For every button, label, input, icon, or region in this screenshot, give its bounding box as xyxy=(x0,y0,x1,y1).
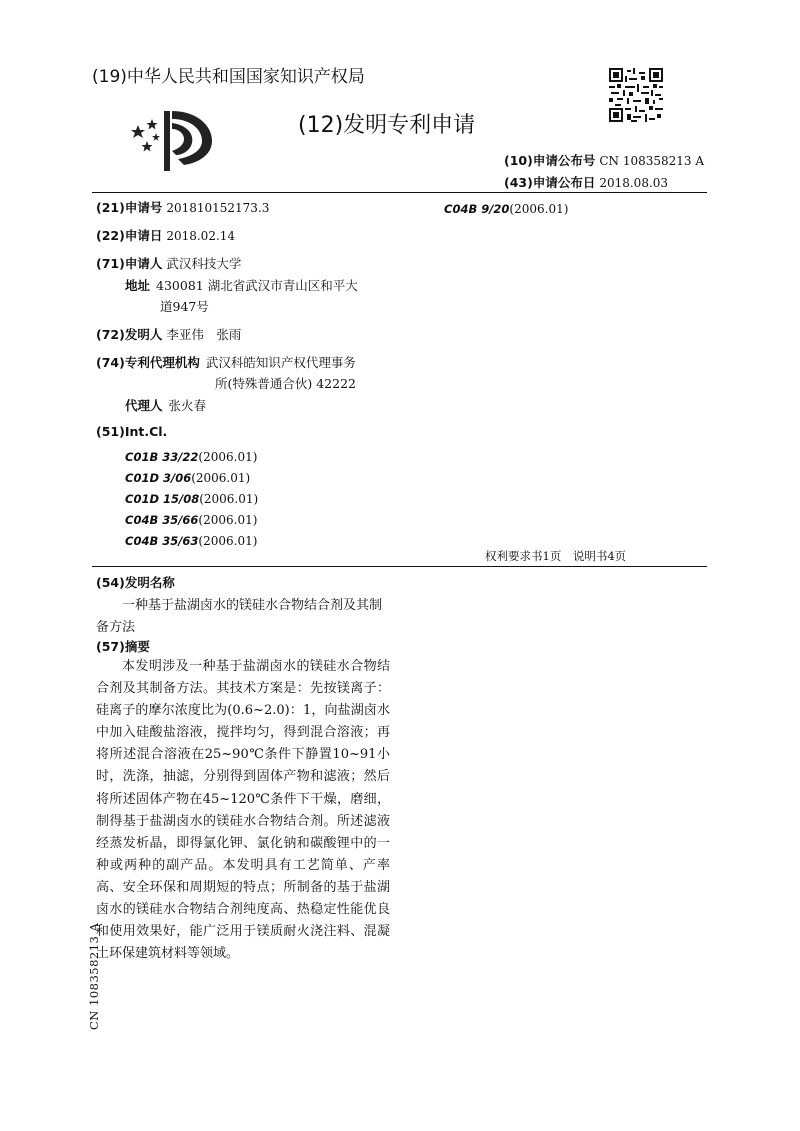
side-publication-code: CN 108358213 A xyxy=(87,922,101,1030)
agency-label: (74)专利代理机构 xyxy=(96,355,200,370)
int-cl-code: C04B 35/66 xyxy=(125,513,199,527)
int-cl-label: (51)Int.Cl. xyxy=(96,424,168,439)
int-cl-item xyxy=(125,446,257,465)
inventor-names: 李亚伟 张雨 xyxy=(166,327,242,342)
page-count-note: 权利要求书1页 说明书4页 xyxy=(485,549,627,563)
int-cl-version: (2006.01) xyxy=(198,534,258,548)
int-cl-code: C01B 33/22 xyxy=(125,450,199,464)
application-date-row xyxy=(96,226,235,244)
int-cl-version: (2006.01) xyxy=(199,492,259,506)
agent-name: 张火春 xyxy=(168,398,207,413)
agency-line-2: 所(特殊普通合伙) 42222 xyxy=(215,376,356,391)
abstract-text: 本发明涉及一种基于盐湖卤水的镁硅水合物结合剂及其制备方法。其技术方案是：先按镁离子：硅离子的摩尔浓度比为(0.6~2.0)：1，向盐湖卤水中加入硅酸盐溶液，搅拌均匀，得到混合溶液；再将所述混合溶液在25~90℃条件下静置10~91小时，洗涤，抽滤，分别得到固体产物和滤液；然后将所述固体产物在45~120℃条件下干燥，磨细，制得基于盐湖卤水的镁硅水合物结合剂。所述滤液经蒸发析晶，即得氯化钾、氯化钠和碳酸锂中的一种或两种的副产品。本发明具有工艺简单、产率高、安全环保和周期短的特点；所制备的基于盐湖卤水的镁硅水合物结合剂纯度高、热稳定性能优良和使用效果好，能广泛用于镁质耐火浇注料、混凝土环保建筑材料等领域。 xyxy=(96,659,390,962)
application-number-row xyxy=(96,198,269,216)
inventor-label: (72)发明人 xyxy=(96,327,163,342)
int-cl-version: (2006.01) xyxy=(198,513,258,527)
main-ipc-code: C04B 9/20 xyxy=(444,202,510,216)
cnipa-logo xyxy=(126,107,218,173)
invention-title-label: (54)发明名称 xyxy=(96,575,175,590)
applicant-row xyxy=(96,254,241,272)
publication-date: 2018.08.03 xyxy=(599,176,669,190)
invention-title: 一种基于盐湖卤水的镁硅水合物结合剂及其制备方法 xyxy=(96,598,383,635)
main-ipc-row xyxy=(444,198,568,217)
agent-row xyxy=(125,396,206,414)
int-cl-code: C01D 15/08 xyxy=(125,492,200,506)
application-number: 201810152173.3 xyxy=(166,201,270,215)
application-number-label: (21)申请号 xyxy=(96,200,163,215)
publication-date-row xyxy=(504,173,668,191)
agency-row xyxy=(96,353,356,371)
publication-number-label: (10)申请公布号 xyxy=(504,153,596,168)
int-cl-item xyxy=(125,467,250,486)
applicant-name: 武汉科技大学 xyxy=(166,256,242,271)
application-date: 2018.02.14 xyxy=(166,229,236,243)
bib-divider xyxy=(92,566,707,567)
int-cl-item xyxy=(125,530,257,549)
header-divider xyxy=(92,192,707,193)
agency-line-1: 武汉科皓知识产权代理事务 xyxy=(205,355,356,370)
address-line-2: 道947号 xyxy=(160,299,209,314)
int-cl-version: (2006.01) xyxy=(191,471,251,485)
document-type: (12)发明专利申请 xyxy=(298,113,476,138)
publication-number: CN 108358213 A xyxy=(599,154,705,168)
address-label: 地址 xyxy=(125,278,151,293)
int-cl-item xyxy=(125,488,258,507)
office-name: (19)中华人民共和国国家知识产权局 xyxy=(92,67,365,87)
int-cl-version: (2006.01) xyxy=(198,450,258,464)
application-date-label: (22)申请日 xyxy=(96,228,163,243)
int-cl-code: C01D 3/06 xyxy=(125,471,192,485)
publication-number-row xyxy=(504,151,704,169)
int-cl-code: C04B 35/63 xyxy=(125,534,199,548)
inventor-row xyxy=(96,325,241,343)
publication-date-label: (43)申请公布日 xyxy=(504,175,596,190)
address-row xyxy=(125,276,358,294)
address-line-1: 430081 湖北省武汉市青山区和平大 xyxy=(156,278,358,293)
qr-code xyxy=(609,68,663,122)
abstract-label: (57)摘要 xyxy=(96,639,150,654)
applicant-label: (71)申请人 xyxy=(96,256,163,271)
agent-label: 代理人 xyxy=(125,398,163,413)
int-cl-item xyxy=(125,509,257,528)
main-ipc-version: (2006.01) xyxy=(509,202,569,216)
